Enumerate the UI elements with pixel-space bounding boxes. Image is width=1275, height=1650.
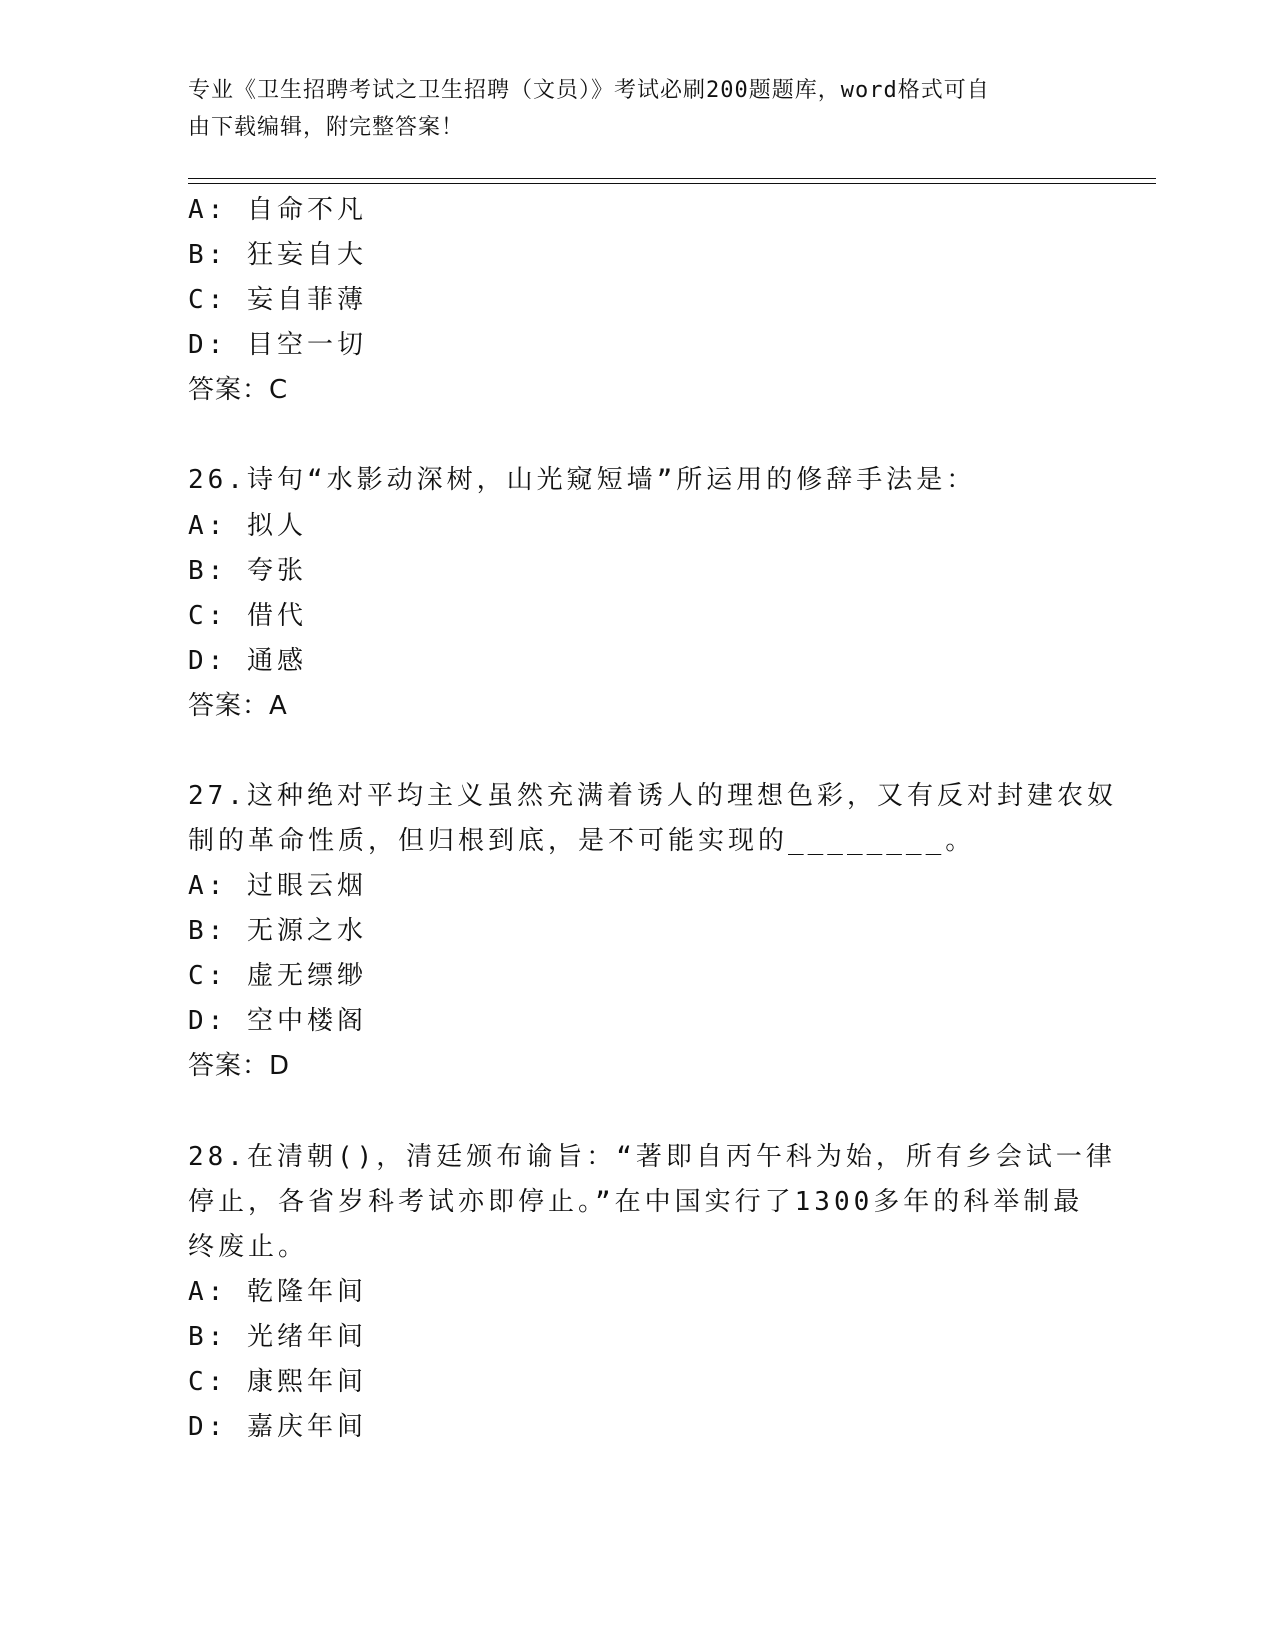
q27-option-a: A: 过眼云烟 [188,871,367,901]
q26-option-c: C: 借代 [188,601,307,631]
header-divider-top [188,178,1156,179]
q27-answer: 答案：D [188,1051,291,1081]
q26-option-b: B: 夸张 [188,556,307,586]
q25-option-b: B: 狂妄自大 [188,240,367,270]
q27-question-line-1: 27.这种绝对平均主义虽然充满着诱人的理想色彩，又有反对封建农奴 [188,781,1117,811]
q28-question-line-2: 停止，各省岁科考试亦即停止。”在中国实行了1300多年的科举制最 [188,1187,1084,1217]
q28-option-a: A: 乾隆年间 [188,1277,367,1307]
header-title-line-2: 由下载编辑，附完整答案！ [188,115,465,140]
q26-option-d: D: 通感 [188,646,307,676]
header-divider-bottom [188,183,1156,184]
q28-option-c: C: 康熙年间 [188,1367,367,1397]
q25-answer: 答案：C [188,375,289,405]
q26-option-a: A: 拟人 [188,511,307,541]
q28-option-b: B: 光绪年间 [188,1322,367,1352]
q26-question: 26.诗句“水影动深树，山光窥短墙”所运用的修辞手法是： [188,465,977,495]
q28-option-d: D: 嘉庆年间 [188,1412,367,1442]
q28-question-line-1: 28.在清朝()，清廷颁布谕旨：“著即自丙午科为始，所有乡会试一律 [188,1142,1116,1172]
q27-question-line-2: 制的革命性质，但归根到底，是不可能实现的________。 [188,826,976,856]
q27-option-d: D: 空中楼阁 [188,1006,367,1036]
q25-option-d: D: 目空一切 [188,330,367,360]
document-header [188,72,1068,146]
q28-question-line-3: 终废止。 [188,1232,309,1262]
q27-option-c: C: 虚无缥缈 [188,961,367,991]
q26-answer: 答案：A [188,691,288,721]
header-title-line-1: 专业《卫生招聘考试之卫生招聘（文员）》考试必刷200题题库，word格式可自 [188,78,990,103]
q27-option-b: B: 无源之水 [188,916,367,946]
q25-option-a: A: 自命不凡 [188,195,367,225]
q25-option-c: C: 妄自菲薄 [188,285,367,315]
